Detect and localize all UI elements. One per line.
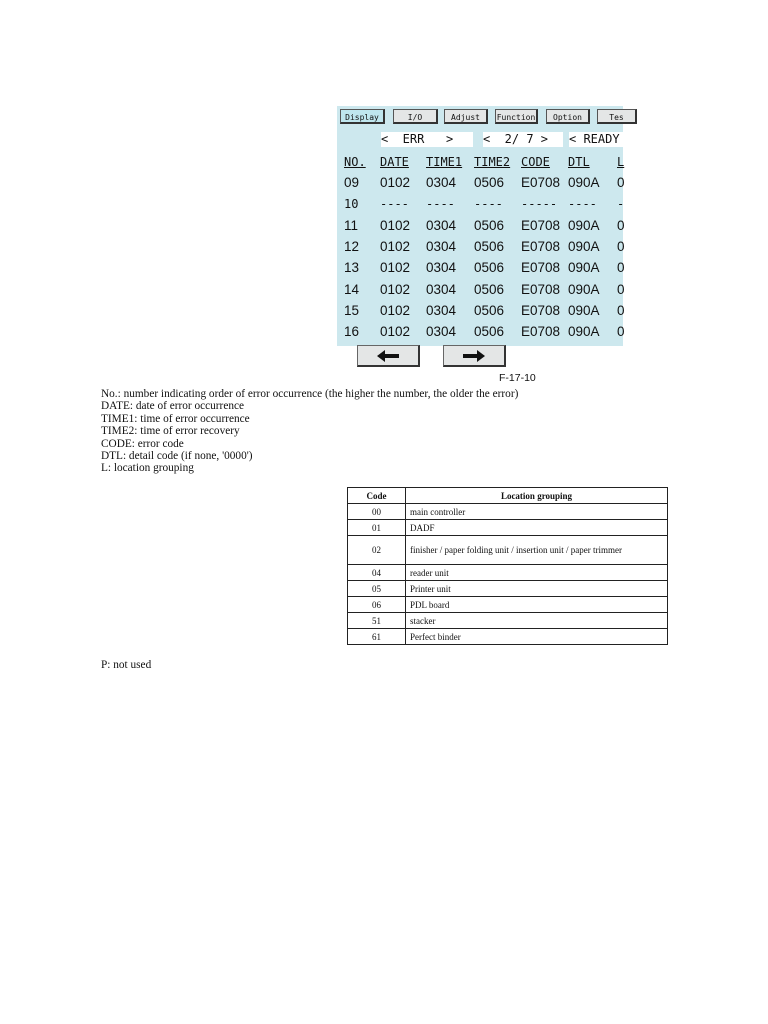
col-time2: TIME2 bbox=[474, 155, 511, 169]
table-cell: 09 bbox=[344, 175, 360, 190]
col-code: CODE bbox=[521, 155, 550, 169]
table-row bbox=[337, 258, 627, 278]
table-cell: 10 bbox=[344, 197, 359, 212]
location-code: 05 bbox=[348, 581, 406, 597]
col-time1: TIME1 bbox=[426, 155, 463, 169]
table-cell: 0102 bbox=[380, 175, 411, 190]
location-name: Perfect binder bbox=[406, 629, 668, 645]
table-cell: E0708 bbox=[521, 324, 561, 340]
table-cell: 0304 bbox=[426, 217, 457, 233]
tab-function[interactable]: Function bbox=[495, 109, 538, 124]
desc-date: DATE: date of error occurrence bbox=[101, 400, 245, 413]
table-cell: E0708 bbox=[521, 260, 561, 276]
table-row bbox=[337, 173, 627, 193]
table-cell: 0102 bbox=[380, 260, 411, 276]
table-header bbox=[337, 152, 627, 172]
table-row bbox=[337, 301, 627, 321]
location-name: main controller bbox=[406, 504, 668, 520]
table-cell: E0708 bbox=[521, 175, 561, 190]
table-cell: 0304 bbox=[426, 260, 457, 276]
location-code: 06 bbox=[348, 597, 406, 613]
col-no: NO. bbox=[344, 155, 366, 169]
location-name: PDL board bbox=[406, 597, 668, 613]
table-cell: 090A bbox=[568, 302, 600, 318]
table-row bbox=[337, 216, 627, 236]
location-code: 04 bbox=[348, 565, 406, 581]
table-cell: - bbox=[617, 197, 625, 212]
location-grouping-table bbox=[347, 487, 623, 651]
desc-time2: TIME2: time of error recovery bbox=[101, 425, 240, 438]
table-row bbox=[337, 237, 627, 257]
table-cell: 0506 bbox=[474, 281, 505, 297]
header-location-grouping: Location grouping bbox=[406, 488, 668, 504]
next-page-button[interactable] bbox=[443, 345, 506, 367]
nav-header bbox=[337, 131, 627, 147]
table-cell: 090A bbox=[568, 260, 600, 276]
table-cell: 0506 bbox=[474, 302, 505, 318]
table-row bbox=[348, 504, 668, 520]
page-selector[interactable]: < 2/ 7 > bbox=[483, 132, 563, 147]
desc-code: CODE: error code bbox=[101, 437, 184, 450]
table-cell: 0304 bbox=[426, 302, 457, 318]
table-row bbox=[348, 536, 668, 565]
table-cell: 090A bbox=[568, 324, 600, 340]
table-cell: E0708 bbox=[521, 302, 561, 318]
table-cell: ---- bbox=[380, 197, 409, 212]
table-cell: 0304 bbox=[426, 238, 457, 254]
table-cell: 0102 bbox=[380, 238, 411, 254]
table-row bbox=[348, 597, 668, 613]
tab-test[interactable]: Tes bbox=[597, 109, 637, 124]
table-row bbox=[348, 613, 668, 629]
table-row bbox=[348, 581, 668, 597]
table-cell: 16 bbox=[344, 324, 360, 340]
table-row bbox=[348, 565, 668, 581]
table-cell: 090A bbox=[568, 175, 600, 190]
table-cell: E0708 bbox=[521, 281, 561, 297]
table-cell: ----- bbox=[521, 197, 558, 212]
column-descriptions bbox=[101, 388, 518, 475]
right-arrow-icon bbox=[463, 350, 485, 362]
service-mode-screen bbox=[337, 106, 623, 346]
table-row bbox=[337, 194, 627, 214]
table-cell: 15 bbox=[344, 302, 360, 318]
desc-dtl: DTL: detail code (if none, '0000') bbox=[101, 450, 253, 463]
table-cell: 0102 bbox=[380, 217, 411, 233]
table-cell: 11 bbox=[344, 217, 359, 233]
location-code: 51 bbox=[348, 613, 406, 629]
header-code: Code bbox=[348, 488, 406, 504]
table-cell: 090A bbox=[568, 217, 600, 233]
table-cell: 0506 bbox=[474, 238, 505, 254]
desc-l: L: location grouping bbox=[101, 462, 194, 475]
table-row bbox=[337, 280, 627, 300]
location-name: DADF bbox=[406, 520, 668, 536]
table-cell: 0506 bbox=[474, 217, 505, 233]
table-cell: 0102 bbox=[380, 324, 411, 340]
table-row bbox=[348, 520, 668, 536]
table-cell: ---- bbox=[474, 197, 503, 212]
location-code: 00 bbox=[348, 504, 406, 520]
tab-adjust[interactable]: Adjust bbox=[444, 109, 488, 124]
mode-tabs bbox=[337, 109, 637, 127]
p-note: P: not used bbox=[101, 659, 152, 671]
location-code: 01 bbox=[348, 520, 406, 536]
table-cell: 0102 bbox=[380, 281, 411, 297]
tab-display[interactable]: Display bbox=[340, 109, 385, 124]
table-cell: 0 bbox=[617, 281, 625, 297]
table-cell: 13 bbox=[344, 260, 360, 276]
location-name: finisher / paper folding unit / insertion unit / paper trimmer bbox=[406, 536, 668, 565]
location-name: reader unit bbox=[406, 565, 668, 581]
table-cell: 12 bbox=[344, 238, 360, 254]
figure-caption: F-17-10 bbox=[499, 372, 536, 384]
desc-time1: TIME1: time of error occurrence bbox=[101, 412, 250, 425]
location-code: 02 bbox=[348, 536, 406, 565]
table-cell: E0708 bbox=[521, 217, 561, 233]
prev-page-button[interactable] bbox=[357, 345, 420, 367]
tab-option[interactable]: Option bbox=[546, 109, 590, 124]
table-cell: 0506 bbox=[474, 324, 505, 340]
table-cell: E0708 bbox=[521, 238, 561, 254]
status-indicator: < READY bbox=[569, 132, 629, 147]
col-date: DATE bbox=[380, 155, 409, 169]
table-cell: 14 bbox=[344, 281, 360, 297]
table-row bbox=[337, 322, 627, 342]
location-name: Printer unit bbox=[406, 581, 668, 597]
table-cell: 0102 bbox=[380, 302, 411, 318]
table-cell: 0 bbox=[617, 175, 625, 190]
location-name: stacker bbox=[406, 613, 668, 629]
table-cell: 0 bbox=[617, 238, 625, 254]
table-cell: 0 bbox=[617, 217, 625, 233]
col-dtl: DTL bbox=[568, 155, 590, 169]
table-cell: 0304 bbox=[426, 175, 457, 190]
table-cell: 0506 bbox=[474, 175, 505, 190]
table-cell: 090A bbox=[568, 281, 600, 297]
table-cell: 0 bbox=[617, 324, 625, 340]
table-cell: 0304 bbox=[426, 324, 457, 340]
tab-io[interactable]: I/O bbox=[393, 109, 438, 124]
table-cell: ---- bbox=[568, 197, 597, 212]
table-cell: 0304 bbox=[426, 281, 457, 297]
col-l: L bbox=[617, 155, 625, 169]
left-arrow-icon bbox=[377, 350, 399, 362]
table-cell: 0506 bbox=[474, 260, 505, 276]
location-code: 61 bbox=[348, 629, 406, 645]
table-row bbox=[348, 629, 668, 645]
category-selector[interactable]: < ERR > bbox=[381, 132, 473, 147]
table-cell: 0 bbox=[617, 302, 625, 318]
desc-no: No.: number indicating order of error occurrence (the higher the number, the older the error) bbox=[101, 388, 519, 400]
table-cell: 090A bbox=[568, 238, 600, 254]
table-cell: ---- bbox=[426, 197, 455, 212]
table-cell: 0 bbox=[617, 260, 625, 276]
